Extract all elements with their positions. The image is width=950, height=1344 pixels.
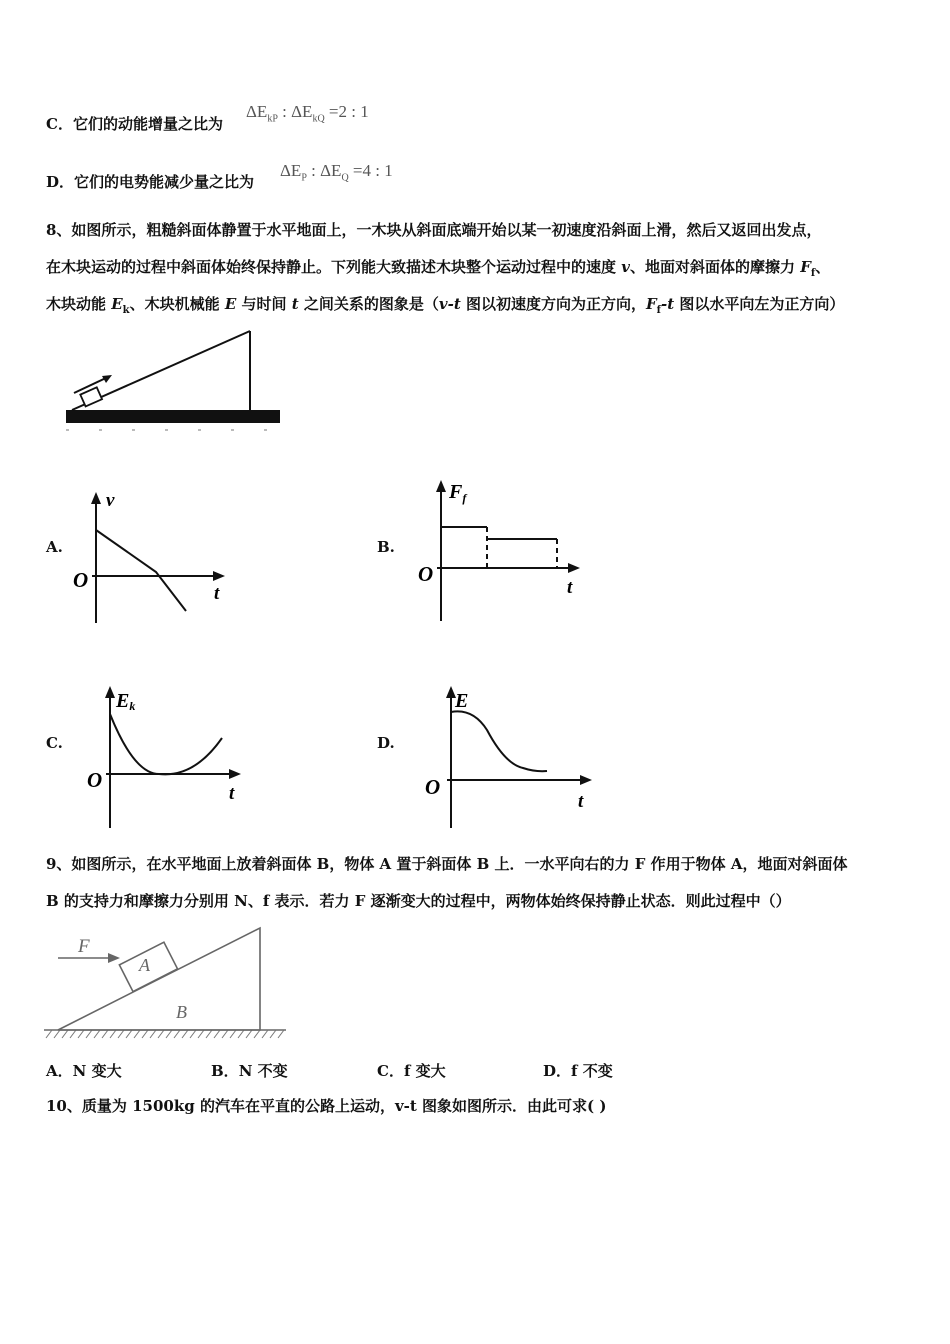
option-label: B． <box>211 1062 239 1080</box>
formula-sub: P <box>301 172 307 184</box>
wedge-b-label: B <box>176 1002 187 1022</box>
q9-option-a <box>46 1061 122 1081</box>
q8-stem-line2 <box>46 257 830 284</box>
q10-stem: 10、质量为 1500kg 的汽车在平直的公路上运动，v-t 图象如图所示．由此可求( ) <box>46 1097 607 1115</box>
q7-c-formula <box>246 102 369 124</box>
x-axis-label: t <box>214 583 220 604</box>
stem-var: v <box>621 258 630 276</box>
formula-ratio: =4 : 1 <box>348 161 393 180</box>
q9-figure <box>44 922 289 1047</box>
force-label: F <box>78 936 90 957</box>
stem-text: 木块动能 <box>46 295 112 313</box>
stem-text: 、木块机械能 <box>129 295 225 313</box>
formula-sub: kQ <box>312 113 325 125</box>
y-axis-label: $F_f$ <box>449 481 467 505</box>
stem-text: 之间关系的图象是（ <box>298 295 439 313</box>
q7-option-d <box>46 172 254 192</box>
x-arrow <box>213 571 225 581</box>
y-axis-label: v <box>106 490 115 511</box>
option-label: C． <box>46 115 73 133</box>
q8-option-d-label: D. <box>377 734 395 752</box>
force-arrow-head <box>108 953 120 963</box>
q9-stem-line2: B 的支持力和摩擦力分别用 N、f 表示．若力 F 逐渐变大的过程中，两物体始终保持静止状态．则此过程中（） <box>46 892 791 910</box>
q8-option-b-label: B. <box>377 538 395 556</box>
q9-option-c <box>377 1061 446 1081</box>
q7-option-c <box>46 114 223 134</box>
q8-graph-c <box>84 682 249 832</box>
q8-stem-line1: 8、如图所示，粗糙斜面体静置于水平地面上，一木块从斜面底端开始以某一初速度沿斜面上滑，然后又返回出发点， <box>46 221 822 239</box>
y-axis-label: E <box>455 690 469 712</box>
mechanical-energy-curve <box>451 711 547 771</box>
option-label: D． <box>543 1062 572 1080</box>
stem-sub: f <box>656 305 661 316</box>
stem-text: 图以水平向左为正方向） <box>674 295 845 313</box>
x-arrow <box>580 775 592 785</box>
q8-stem-line3 <box>46 294 844 321</box>
stem-var: v-t <box>438 295 461 313</box>
x-axis-label: t <box>578 791 584 812</box>
y-axis-label: Ek <box>116 690 136 713</box>
q8-graph-a <box>70 488 230 628</box>
stem-text: 与时间 <box>236 295 292 313</box>
x-axis-label: t <box>229 783 235 804</box>
stem-var: E <box>111 295 123 313</box>
origin-label: O <box>73 568 89 592</box>
q8-graph-b <box>415 476 590 626</box>
y-arrow <box>105 686 115 698</box>
stem-var: F <box>646 295 657 313</box>
formula-part: ΔE <box>280 161 302 180</box>
option-text: 它们的电势能减少量之比为 <box>74 173 255 191</box>
x-arrow <box>568 563 580 573</box>
formula-sub: Q <box>341 172 349 184</box>
option-text: 它们的动能增量之比为 <box>72 115 223 133</box>
q7-d-formula <box>280 161 393 183</box>
stem-var: E <box>224 295 237 313</box>
q8-graph-d <box>425 682 600 832</box>
formula-part: : ΔE <box>277 102 313 121</box>
x-axis-label: t <box>567 577 573 598</box>
q9-stem-line1: 9、如图所示，在水平地面上放着斜面体 B，物体 A 置于斜面体 B 上．一水平向右的力 F 作用于物体 A，地面对斜面体 <box>46 855 848 873</box>
formula-part: : ΔE <box>306 161 342 180</box>
option-text: N 变大 <box>72 1062 122 1080</box>
y-arrow <box>436 480 446 492</box>
option-label: A． <box>46 1062 73 1080</box>
stem-text: 在木块运动的过程中斜面体始终保持静止。下列能大致描述木块整个运动过程中的速度 <box>46 258 622 276</box>
stem-sub: k <box>122 305 130 316</box>
stem-var: t <box>291 295 299 313</box>
y-arrow <box>91 492 101 504</box>
formula-part: ΔE <box>246 102 268 121</box>
block <box>80 387 102 406</box>
option-label: D． <box>46 173 75 191</box>
stem-var: -t <box>660 295 675 313</box>
option-label: C． <box>377 1062 404 1080</box>
option-text: f 变大 <box>403 1062 446 1080</box>
q8-option-c-label: C. <box>46 734 63 752</box>
formula-ratio: =2 : 1 <box>324 102 369 121</box>
q8-option-a-label: A. <box>46 538 63 556</box>
option-text: N 不变 <box>238 1062 288 1080</box>
block-a-label: A <box>139 955 150 975</box>
ground <box>66 410 280 423</box>
x-arrow <box>229 769 241 779</box>
origin-label: O <box>418 562 434 586</box>
option-text: f 不变 <box>571 1062 613 1080</box>
origin-label: O <box>425 775 441 799</box>
stem-sub: f <box>810 268 816 279</box>
q9-option-d <box>543 1061 613 1081</box>
q9-option-b <box>211 1061 288 1081</box>
kinetic-energy-curve <box>110 714 222 774</box>
origin-label: O <box>87 768 103 792</box>
stem-var: F <box>800 258 811 276</box>
q8-incline-figure <box>60 325 285 435</box>
stem-text: 、地面对斜面体的摩擦力 <box>629 258 801 276</box>
stem-text: 图以初速度方向为正方向， <box>460 295 647 313</box>
formula-sub: kP <box>267 113 278 125</box>
velocity-curve <box>96 530 186 611</box>
ground-hatch <box>46 1030 284 1038</box>
stem-text: 、 <box>815 258 831 276</box>
